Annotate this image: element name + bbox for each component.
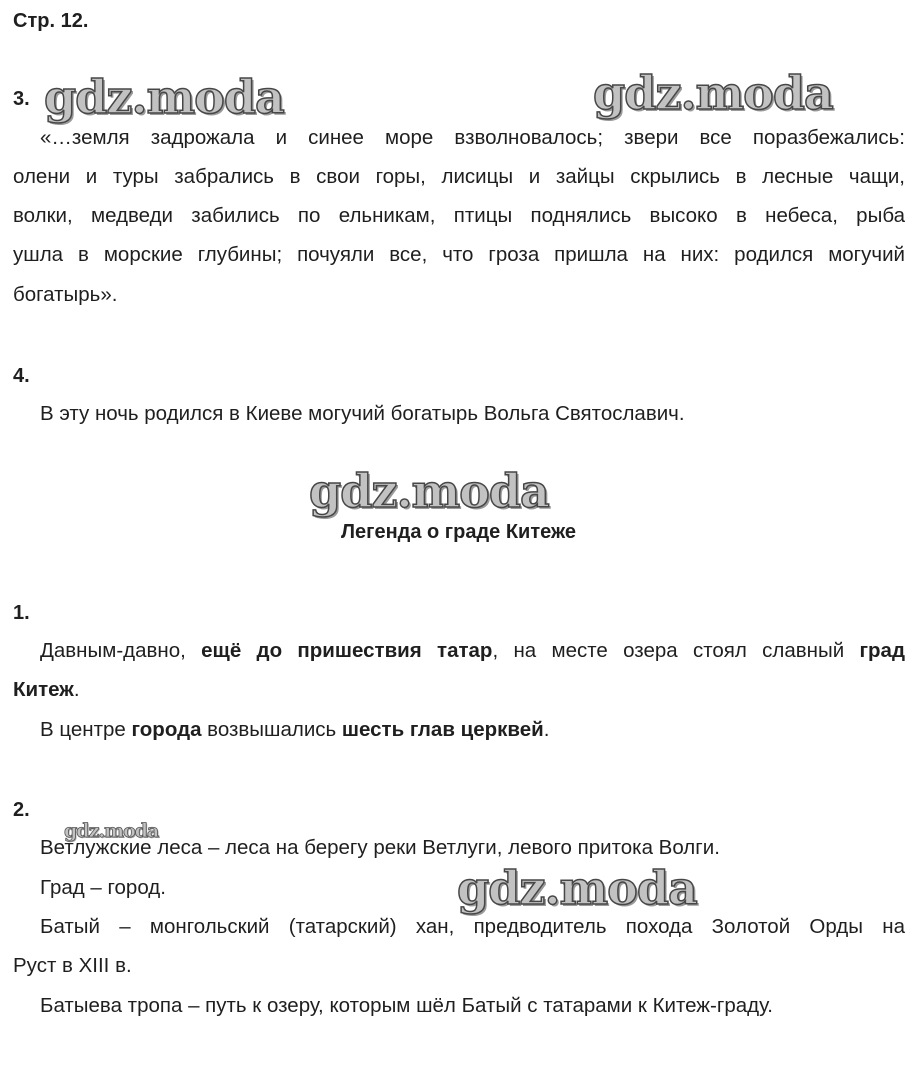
watermark-logo: gdz.moda bbox=[309, 464, 549, 518]
section-4-number: 4. bbox=[13, 365, 30, 387]
legend-1-line-3 bbox=[40, 710, 549, 750]
legend-2-def-1: Ветлужские леса – леса на берегу реки Ветлуги, левого притока Волги. bbox=[40, 836, 720, 859]
legend-2-def-2: Град – город. bbox=[40, 876, 166, 899]
text-run: Давным-давно, bbox=[40, 639, 202, 662]
bold-run: ещё до пришествия татар bbox=[201, 639, 493, 662]
watermark-logo: gdz.moda bbox=[44, 70, 284, 124]
page-label: Стр. 12. bbox=[13, 10, 89, 32]
text-run: , на месте озера стоял славный bbox=[492, 639, 860, 662]
legend-1-number: 1. bbox=[13, 602, 30, 624]
bold-run: города bbox=[131, 718, 202, 741]
legend-1-line-1 bbox=[40, 631, 905, 671]
text-run: . bbox=[73, 678, 80, 701]
section-4-text: В эту ночь родился в Киеве могучий богатырь Вольга Святославич. bbox=[40, 402, 685, 425]
section-3-line-2: олени и туры забрались в свои горы, лисицы и зайцы скрылись в лесные чащи, bbox=[13, 165, 905, 188]
legend-title: Легенда о граде Китеже bbox=[340, 521, 577, 543]
watermark-logo: gdz.moda bbox=[457, 861, 697, 915]
text-run: . bbox=[543, 718, 550, 741]
section-3-line-3: волки, медведи забились по ельникам, птицы поднялись высоко в небеса, рыба bbox=[13, 204, 905, 227]
legend-1-line-2 bbox=[13, 670, 80, 710]
section-3-line-4: ушла в морские глубины; почуяли все, что гроза пришла на них: родился могучий bbox=[13, 243, 905, 266]
text-run: В центре bbox=[40, 718, 132, 741]
bold-run: Китеж bbox=[13, 678, 74, 701]
watermark-logo: gdz.moda bbox=[64, 820, 159, 842]
text-run: возвышались bbox=[201, 718, 342, 741]
legend-2-number: 2. bbox=[13, 799, 30, 821]
legend-2-def-3-line-1: Батый – монгольский (татарский) хан, предводитель похода Золотой Орды на bbox=[40, 915, 905, 938]
legend-2-def-3-line-2: Руст в XIII в. bbox=[13, 954, 132, 977]
bold-run: град bbox=[859, 639, 905, 662]
section-3-number: 3. bbox=[13, 88, 30, 110]
bold-run: шесть глав церквей bbox=[341, 718, 544, 741]
section-3-line-1: «…земля задрожала и синее море взволновалось; звери все поразбежались: bbox=[40, 126, 905, 149]
watermark-logo: gdz.moda bbox=[593, 66, 833, 120]
legend-2-def-4: Батыева тропа – путь к озеру, которым шёл Батый с татарами к Китеж-граду. bbox=[40, 994, 773, 1017]
section-3-line-5: богатырь». bbox=[13, 283, 118, 306]
